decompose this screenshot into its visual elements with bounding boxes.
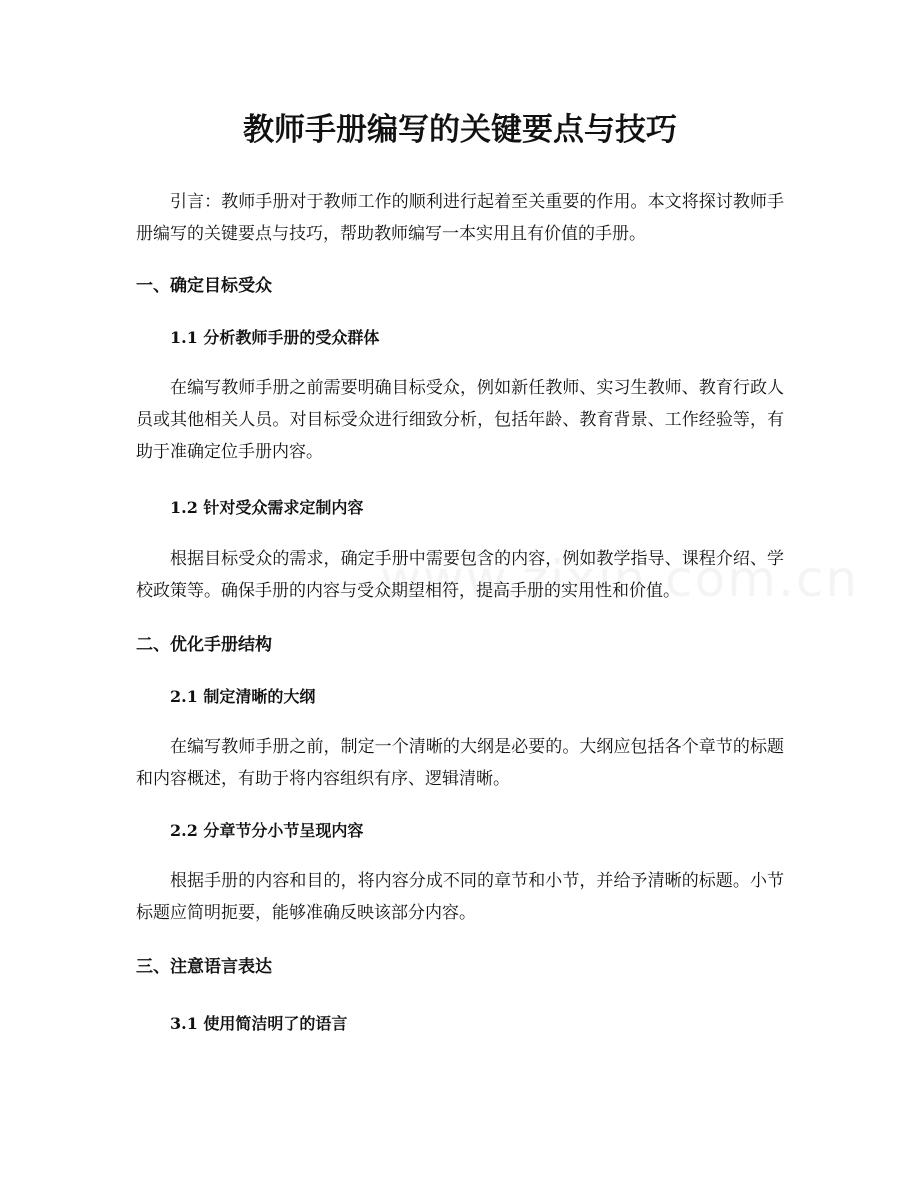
subsection-heading-2-2: 2.2 分章节分小节呈现内容	[170, 821, 364, 840]
subsection-body-2-1: 在编写教师手册之前，制定一个清晰的大纲是必要的。大纲应包括各个章节的标题和内容概述，有助于将内容组织有序、逻辑清晰。	[136, 737, 784, 789]
subsection-heading-1-1: 1.1 分析教师手册的受众群体	[170, 328, 380, 347]
section-heading-3: 三、注意语言表达	[136, 957, 272, 977]
section-heading-2: 二、优化手册结构	[136, 635, 272, 655]
subsection-heading-3-1: 3.1 使用简洁明了的语言	[170, 1014, 348, 1033]
section-heading-1: 一、确定目标受众	[136, 276, 272, 296]
intro-paragraph: 引言：教师手册对于教师工作的顺利进行起着至关重要的作用。本文将探讨教师手册编写的关键要点与技巧，帮助教师编写一本实用且有价值的手册。	[136, 192, 784, 244]
subsection-body-1-1: 在编写教师手册之前需要明确目标受众，例如新任教师、实习生教师、教育行政人员或其他相关人员。对目标受众进行细致分析，包括年龄、教育背景、工作经验等，有助于准确定位手册内容。	[136, 378, 784, 462]
subsection-heading-1-2: 1.2 针对受众需求定制内容	[170, 498, 364, 517]
subsection-heading-2-1: 2.1 制定清晰的大纲	[170, 687, 316, 706]
page-title: 教师手册编写的关键要点与技巧	[243, 112, 677, 148]
subsection-body-2-2: 根据手册的内容和目的，将内容分成不同的章节和小节，并给予清晰的标题。小节标题应简明扼要，能够准确反映该部分内容。	[136, 871, 784, 923]
subsection-body-1-2: 根据目标受众的需求，确定手册中需要包含的内容，例如教学指导、课程介绍、学校政策等。确保手册的内容与受众期望相符，提高手册的实用性和价值。	[136, 549, 784, 601]
